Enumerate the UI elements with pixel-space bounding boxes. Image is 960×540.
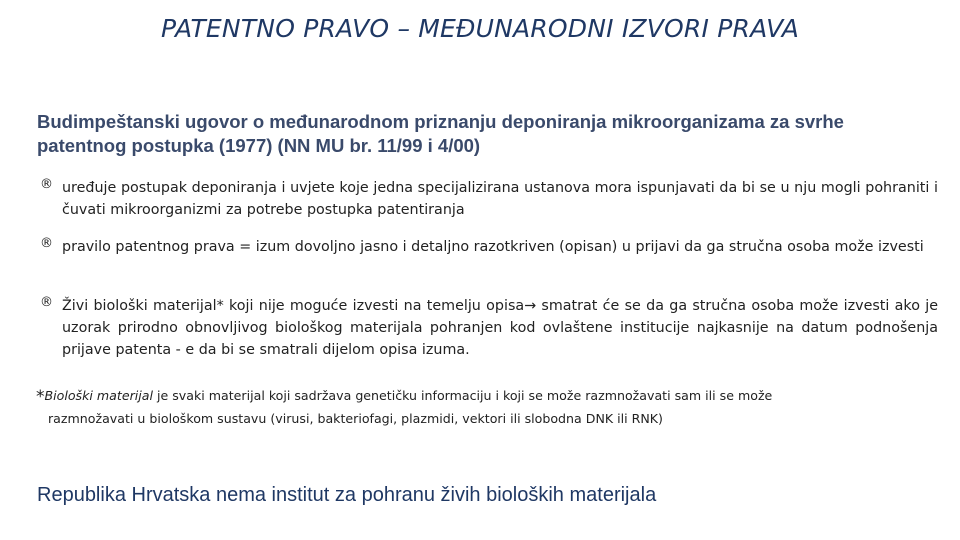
bullet-text-1: uređuje postupak deponiranja i uvjete koje jedna specijalizirana ustanova mora ispunjavati da bi se u nju mogli pohraniti i čuvati mikroorganizmi za potrebe postupka patentiranja <box>62 180 938 218</box>
footnote-line-1: je svaki materijal koji sadržava genetičku informaciju i koji se može razmnožavati sam ili se može <box>152 388 773 403</box>
bullet-item-3 <box>40 295 938 361</box>
registered-bullet-icon: ® <box>40 236 53 251</box>
registered-bullet-icon: ® <box>40 177 53 192</box>
footnote <box>36 385 938 430</box>
footer-statement: Republika Hrvatska nema institut za pohranu živih bioloških materijala <box>37 484 657 506</box>
slide-title: PATENTNO PRAVO – MEĐUNARODNI IZVORI PRAVA <box>160 14 800 43</box>
treaty-heading: Budimpeštanski ugovor o međunarodnom priznanju deponiranja mikroorganizama za svrhe patentnog postupka (1977) (NN MU br. 11/99 i 4/00) <box>37 111 844 156</box>
asterisk-mark: * <box>36 387 45 407</box>
registered-bullet-icon: ® <box>40 295 53 310</box>
footnote-term: Biološki materijal <box>44 388 153 403</box>
bullet-text-3: Živi biološki materijal* koji nije moguće izvesti na temelju opisa→ smatrat će se da ga stručna osoba može izvesti ako je uzorak prirodno obnovljivog biološkog materijala pohranjen kod ovlaštene institucije najkasnije na datum podnošenja prijave patenta - e da bi se smatrali dijelom opisa izuma. <box>62 298 938 358</box>
bullet-item-1 <box>40 177 938 221</box>
footnote-line-2: razmnožavati u biološkom sustavu (virusi, bakteriofagi, plazmidi, vektori ili slobodna DNK ili RNK) <box>48 411 663 426</box>
bullet-text-2: pravilo patentnog prava = izum dovoljno jasno i detaljno razotkriven (opisan) u prijavi da ga stručna osoba može izvesti <box>62 239 924 255</box>
bullet-item-2 <box>40 236 938 258</box>
